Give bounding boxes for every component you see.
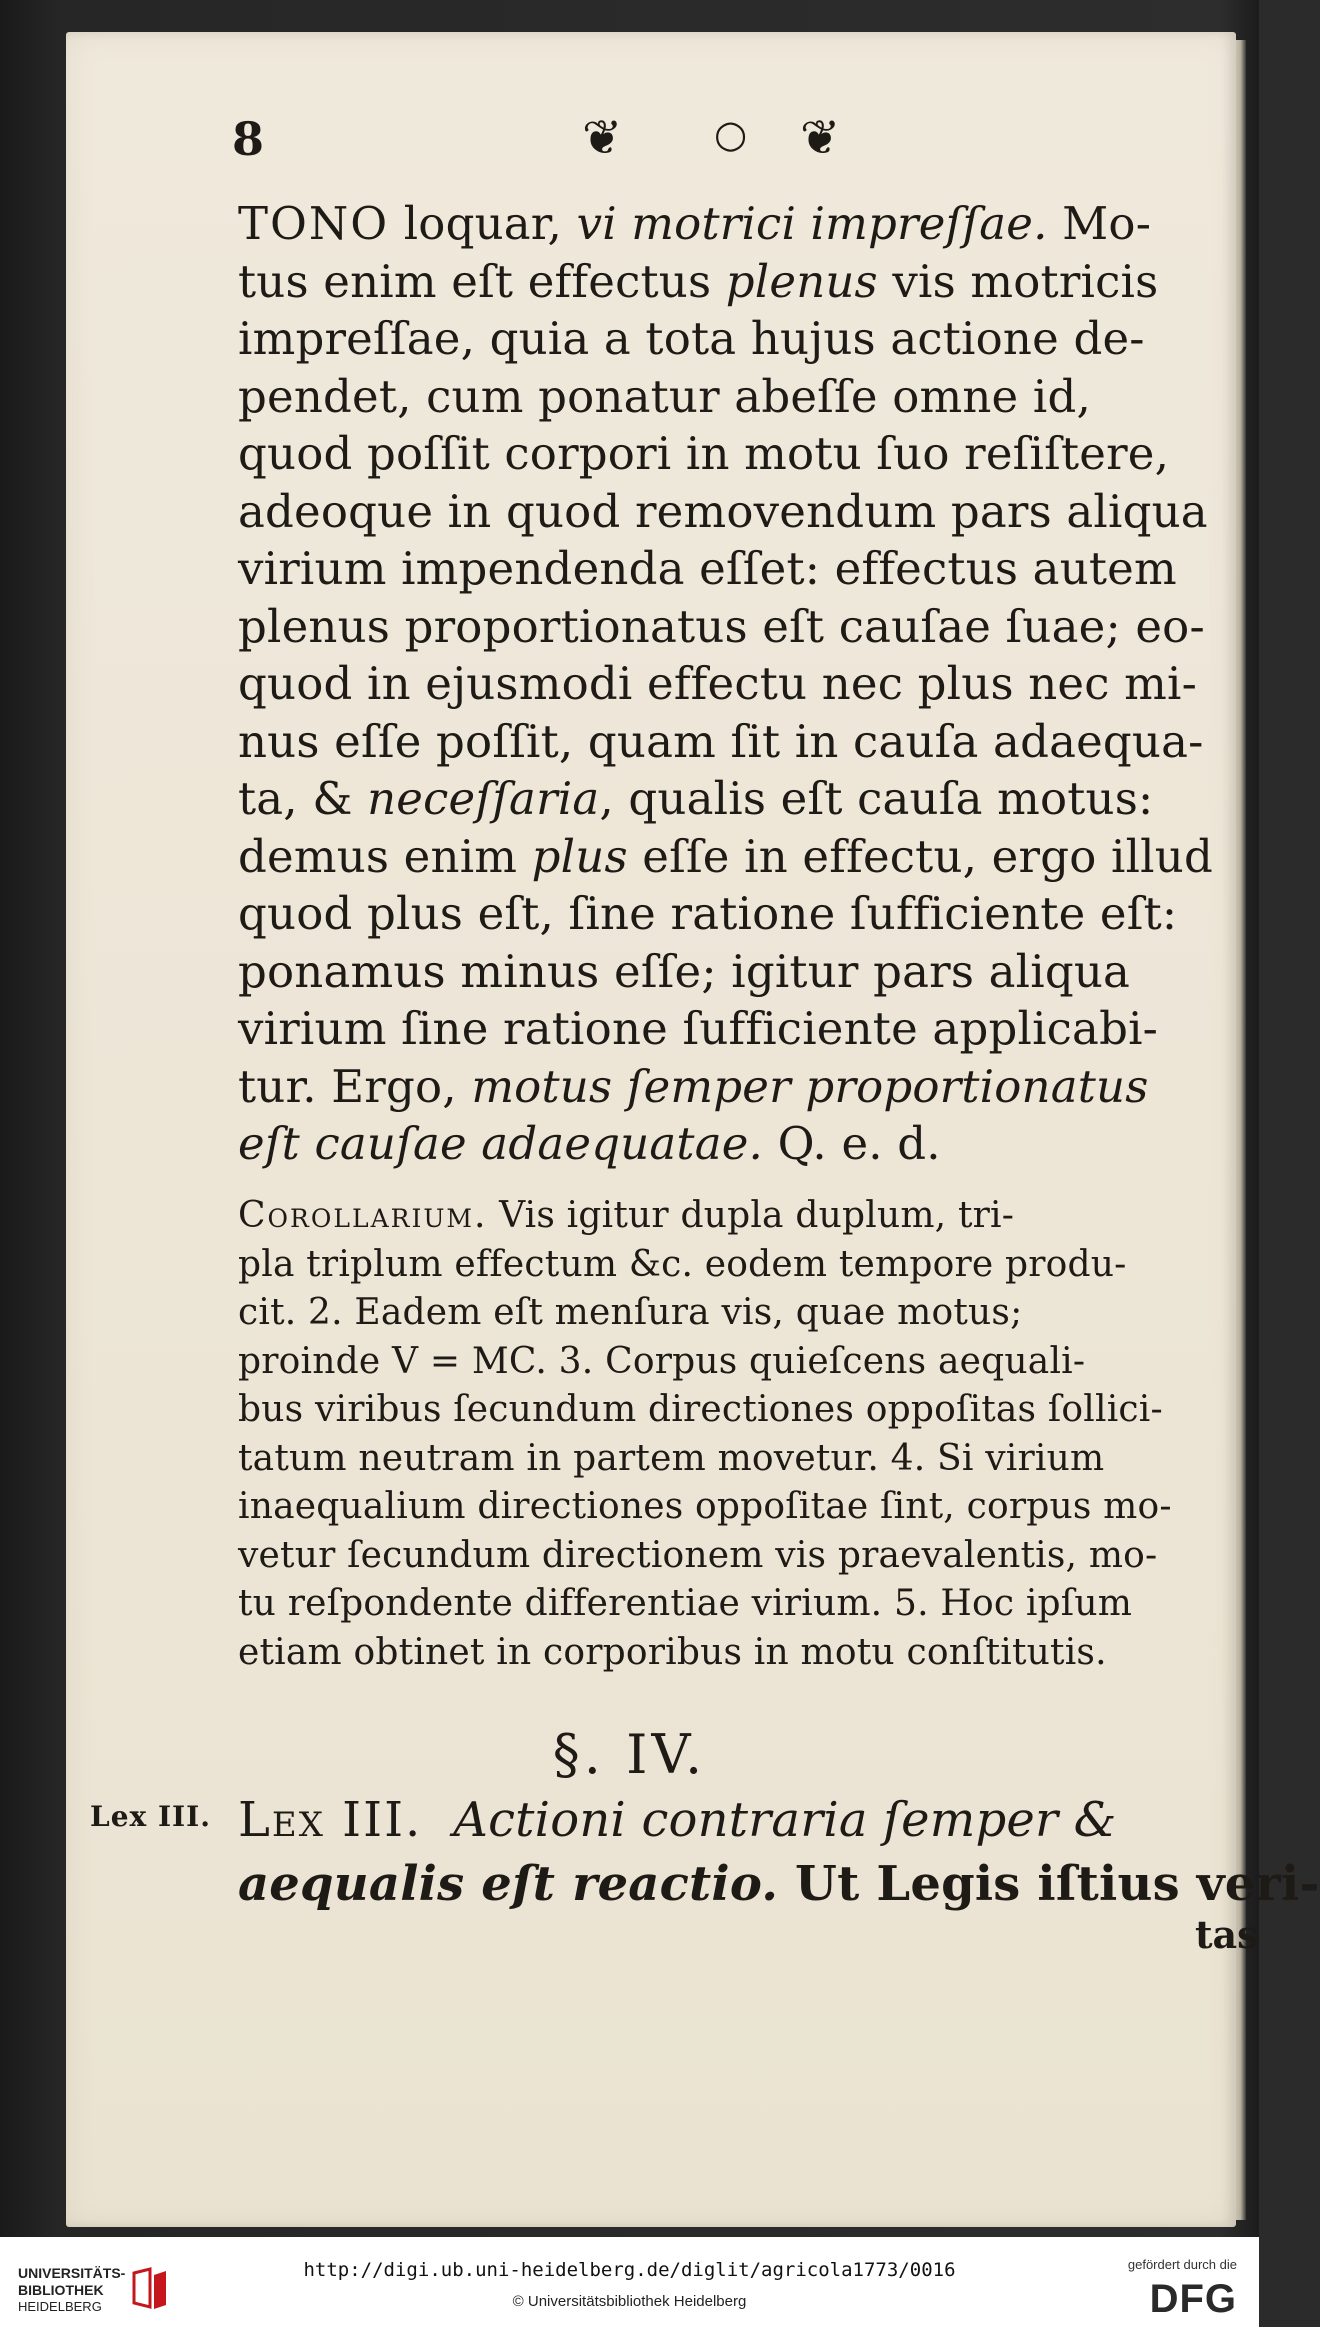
body-line-segment: plenus [725, 254, 878, 308]
corollary-line [238, 1435, 1218, 1483]
body-line-segment: vi motrici impreſſae. [576, 197, 1048, 250]
ornament-center-icon: ○ [714, 112, 748, 156]
section-heading: §. IV. [552, 1723, 707, 1786]
body-line-segment: pendet, cum ponatur abeſſe omne id, [238, 369, 1091, 423]
catchword: tas [1195, 1912, 1259, 1957]
body-line [238, 254, 1218, 310]
permalink-url[interactable]: http://digi.ub.uni-heidelberg.de/diglit/agricola1773/0016 [303, 2259, 956, 2281]
lex-text: Actioni contraria ſemper & [453, 1792, 1117, 1848]
lex-tail: Ut Legis iſtius veri- [778, 1856, 1320, 1912]
corollary-line [238, 1629, 1218, 1677]
body-line-segment: tur. Ergo, [238, 1059, 472, 1113]
corollary-line [238, 1192, 1218, 1240]
body-line [238, 599, 1218, 655]
body-line [238, 829, 1218, 885]
body-line-segment: impreſſae, quia a tota hujus actione de- [238, 312, 1145, 365]
ornament-right-icon: ❦ [800, 110, 841, 166]
corollary-line [238, 1338, 1218, 1386]
footer-bar [0, 2237, 1259, 2327]
body-line [238, 656, 1218, 712]
body-line [238, 541, 1218, 597]
body-line [238, 944, 1218, 1000]
corollary-line [238, 1532, 1218, 1580]
body-line [238, 771, 1218, 827]
corollary-line-segment: tatum neutram in partem movetur. 4. Si virium [238, 1437, 1105, 1479]
body-line-segment: adeoque in quod removendum pars aliqua [238, 484, 1208, 538]
corollary-line-segment: cit. 2. Eadem eſt menſura vis, quae motus; [238, 1292, 1023, 1333]
lex-label: Lex III. [238, 1792, 423, 1848]
body-line-segment: ta, & [238, 772, 368, 825]
body-line-segment: neceſſaria [367, 772, 600, 825]
body-line-segment: loquar, [389, 197, 577, 250]
corollary-line-segment: tu reſpondente differentiae virium. 5. Hoc ipſum [238, 1583, 1133, 1624]
body-line [238, 1001, 1218, 1057]
institution-line-1: UNIVERSITÄTS- [18, 2265, 126, 2281]
body-line-segment: Q. e. d. [763, 1117, 941, 1170]
body-line-segment: eſt cauſae adaequatae. [238, 1117, 764, 1170]
corollary-line [238, 1241, 1218, 1289]
copyright-notice: © Universitätsbibliothek Heidelberg [512, 2293, 747, 2310]
body-line-segment: ponamus minus eſſe; igitur pars aliqua [238, 944, 1131, 998]
dfg-logo: DFG [1149, 2277, 1237, 2321]
body-line [238, 1116, 1218, 1172]
lex-line-2 [238, 1854, 1320, 1914]
body-line-segment: Mo- [1047, 197, 1152, 250]
body-line [238, 196, 1218, 252]
corollary-line-segment: inaequalium directiones oppoſitae ſint, corpus mo- [238, 1486, 1172, 1527]
body-line-segment: motus ſemper proportionatus [471, 1059, 1149, 1113]
lex-line [238, 1790, 1218, 1850]
body-line [238, 714, 1218, 770]
corollary-line [238, 1483, 1218, 1531]
corollary-line-segment: Corollarium. [238, 1195, 488, 1236]
corollary-line-segment: pla triplum effectum &c. eodem tempore produ- [238, 1243, 1127, 1285]
body-line-segment: virium impendenda eſſet: effectus autem [238, 542, 1177, 595]
corollary-line-segment: Vis igitur dupla duplum, tri- [487, 1195, 1015, 1236]
corollary-line [238, 1386, 1218, 1434]
funding-note: gefördert durch die [1127, 2257, 1237, 2272]
body-line-segment: plus [531, 829, 628, 883]
corollary-line-segment: etiam obtinet in corporibus in motu conſtitutis. [238, 1631, 1107, 1673]
institution-line-3: HEIDELBERG [18, 2299, 102, 2314]
body-line [238, 311, 1218, 367]
body-line-segment: plenus proportionatus eſt cauſae ſuae; eo- [238, 599, 1205, 653]
body-line [238, 886, 1218, 942]
body-line [238, 426, 1218, 482]
body-line-segment: eſſe in effectu, ergo illud [627, 829, 1213, 883]
body-line-segment: TONO [238, 197, 390, 250]
body-line [238, 369, 1218, 425]
body-line [238, 1059, 1218, 1115]
body-line-segment: tus enim eſt effectus [238, 254, 726, 308]
institution-line-2: BIBLIOTHEK [18, 2282, 104, 2298]
body-line [238, 484, 1218, 540]
page-number: 8 [232, 112, 265, 166]
corollary-line-segment: vetur ſecundum directionem vis praevalentis, mo- [238, 1534, 1158, 1576]
body-line-segment: , qualis eſt cauſa motus: [599, 772, 1154, 825]
corollary-line [238, 1580, 1218, 1628]
body-line-segment: nus eſſe poſſit, quam ſit in cauſa adaequa- [238, 714, 1204, 768]
body-line-segment: vis motricis [877, 254, 1159, 308]
body-line-segment: quod plus eſt, ſine ratione ſufficiente eſt: [238, 887, 1178, 940]
ornament-left-icon: ❦ [582, 110, 623, 166]
body-line-segment: quod poſſit corpori in motu ſuo reſiſtere, [238, 427, 1170, 480]
margin-note: Lex III. [90, 1800, 211, 1833]
corollary-line-segment: bus viribus ſecundum directiones oppoſitas ſollici- [238, 1389, 1163, 1430]
corollary-line-segment: proinde V = MC. 3. Corpus quieſcens aequali- [238, 1340, 1086, 1382]
corollary-line [238, 1289, 1218, 1337]
body-line-segment: quod in ejusmodi effectu nec plus nec mi- [238, 657, 1198, 710]
body-line-segment: virium ſine ratione ſufficiente applicabi- [238, 1002, 1159, 1055]
body-line-segment: demus enim [238, 829, 532, 883]
lex-text-2: aequalis eſt reactio. [238, 1856, 779, 1912]
